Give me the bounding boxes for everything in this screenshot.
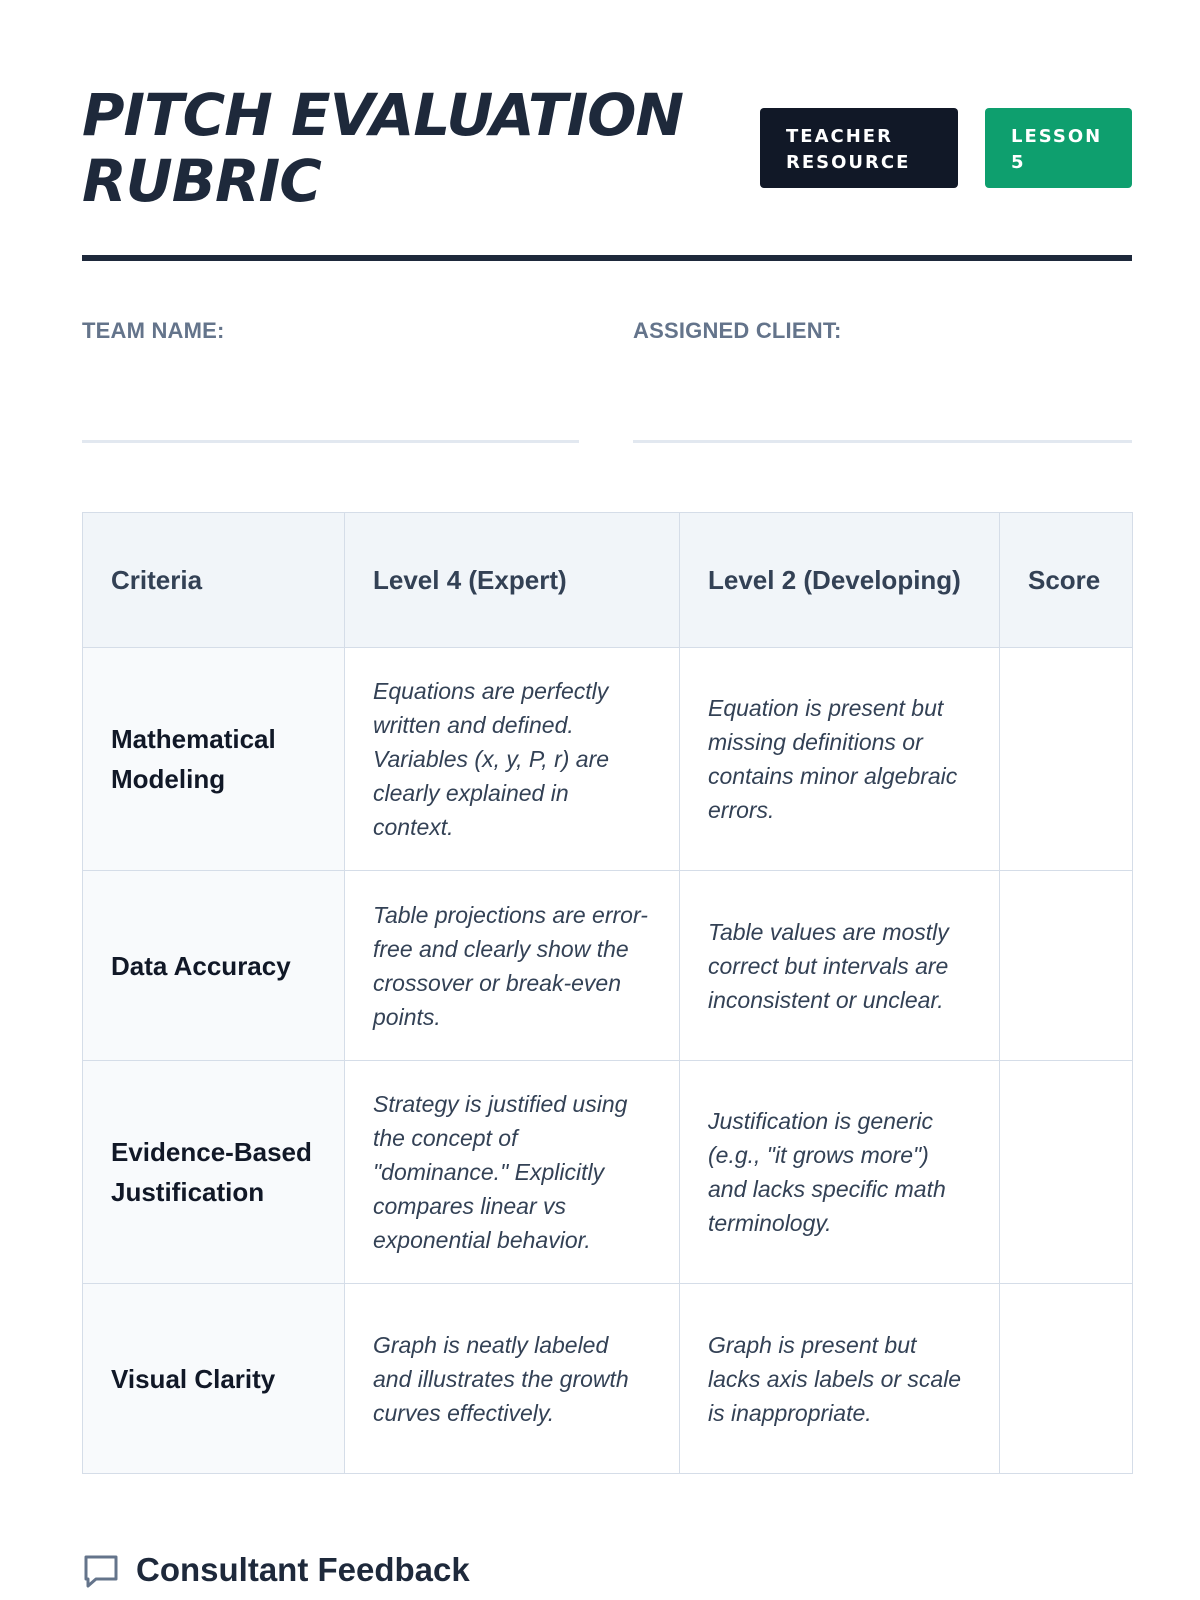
- table-row: [83, 648, 1133, 871]
- criteria-cell: Mathematical Modeling: [83, 648, 345, 871]
- rubric-header-row: [83, 513, 1133, 648]
- score-cell[interactable]: [1000, 1061, 1133, 1284]
- page-header: [82, 81, 1132, 215]
- level2-description: Equation is present but missing definitions or contains minor algebraic errors.: [680, 648, 1000, 871]
- level4-description: Graph is neatly labeled and illustrates the growth curves effectively.: [345, 1284, 680, 1474]
- criteria-cell: Data Accuracy: [83, 871, 345, 1061]
- team-name-field: [82, 318, 579, 344]
- criteria-column-header: Criteria: [83, 513, 345, 648]
- assigned-client-input-line[interactable]: [633, 440, 1132, 443]
- team-name-input-line[interactable]: [82, 440, 579, 443]
- score-cell[interactable]: [1000, 1284, 1133, 1474]
- level4-column-header: Level 4 (Expert): [345, 513, 680, 648]
- assigned-client-field: [633, 318, 1132, 344]
- criteria-cell: Visual Clarity: [83, 1284, 345, 1474]
- rubric-table: [82, 512, 1133, 1474]
- table-row: [83, 1284, 1133, 1474]
- criteria-cell: Evidence-Based Justification: [83, 1061, 345, 1284]
- level4-description: Equations are perfectly written and defined. Variables (x, y, P, r) are clearly explained in context.: [345, 648, 680, 871]
- level2-description: Justification is generic (e.g., "it grows more") and lacks specific math terminology.: [680, 1061, 1000, 1284]
- score-column-header: Score: [1000, 513, 1133, 648]
- score-cell[interactable]: [1000, 871, 1133, 1061]
- teacher-resource-badge: TEACHER RESOURCE: [760, 108, 958, 188]
- table-row: [83, 1061, 1133, 1284]
- assigned-client-label: ASSIGNED CLIENT:: [633, 318, 842, 343]
- chat-bubble-icon: [82, 1552, 120, 1590]
- table-row: [83, 871, 1133, 1061]
- page-title: PITCH EVALUATION RUBRIC: [82, 81, 684, 215]
- consultant-feedback-section: [82, 1548, 782, 1592]
- header-divider: [82, 255, 1132, 261]
- score-cell[interactable]: [1000, 648, 1133, 871]
- team-name-label: TEAM NAME:: [82, 318, 225, 343]
- lesson-badge: LESSON 5: [985, 108, 1132, 188]
- level2-description: Graph is present but lacks axis labels or scale is inappropriate.: [680, 1284, 1000, 1474]
- level2-description: Table values are mostly correct but intervals are inconsistent or unclear.: [680, 871, 1000, 1061]
- level4-description: Table projections are error-free and clearly show the crossover or break-even points.: [345, 871, 680, 1061]
- level2-column-header: Level 2 (Developing): [680, 513, 1000, 648]
- level4-description: Strategy is justified using the concept of "dominance." Explicitly compares linear vs exponential behavior.: [345, 1061, 680, 1284]
- feedback-heading: Consultant Feedback: [136, 1551, 470, 1588]
